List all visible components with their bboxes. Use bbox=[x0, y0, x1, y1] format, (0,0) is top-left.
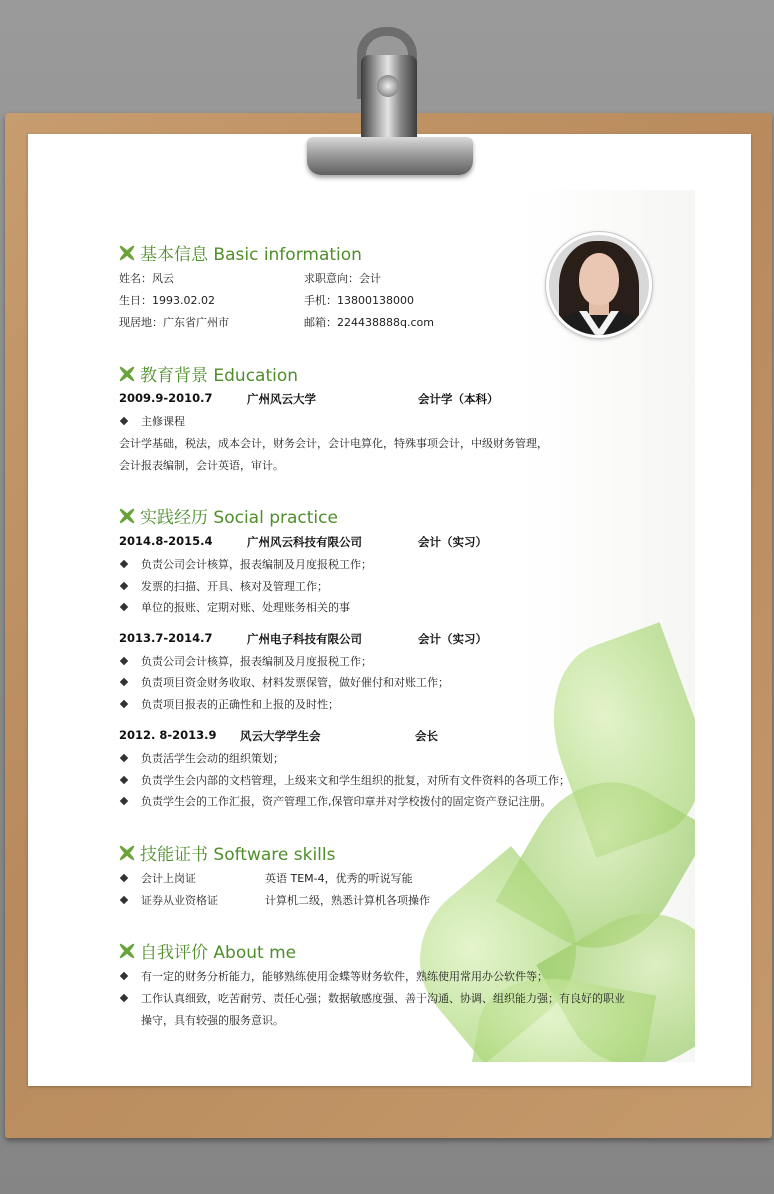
list-item-text: 单位的报账、定期对账、处理账务相关的事 bbox=[141, 601, 350, 614]
leaf-cross-icon bbox=[119, 245, 135, 261]
edu-period: 2009.9-2010.7 bbox=[119, 391, 213, 405]
list-item bbox=[119, 793, 552, 809]
list-item bbox=[119, 892, 218, 908]
job-org: 风云大学学生会 bbox=[240, 729, 321, 743]
job-period: 2012. 8-2013.9 bbox=[119, 728, 217, 742]
edu-courses-line1: 会计学基础，税法，成本会计，财务会计，会计电算化，特殊事项会计，中级财务管理， bbox=[119, 437, 548, 450]
job-org: 广州电子科技有限公司 bbox=[247, 632, 362, 646]
job-role: 会长 bbox=[415, 729, 438, 743]
edu-courses-line2: 会计报表编制，会计英语，审计。 bbox=[119, 459, 284, 472]
job-period: 2013.7-2014.7 bbox=[119, 631, 213, 645]
basic-birth: 生日：1993.02.02 bbox=[119, 294, 215, 307]
job-period: 2014.8-2015.4 bbox=[119, 534, 213, 548]
skill-right: 计算机二级，熟悉计算机各项操作 bbox=[265, 894, 430, 907]
diamond-bullet-icon bbox=[120, 994, 128, 1002]
list-item-text: 负责公司会计核算，报表编制及月度报税工作； bbox=[141, 655, 372, 668]
diamond-bullet-icon bbox=[120, 797, 128, 805]
diamond-bullet-icon bbox=[120, 560, 128, 568]
section-title-skills bbox=[119, 840, 335, 865]
list-item bbox=[119, 696, 339, 712]
basic-intent: 求职意向：会计 bbox=[304, 272, 381, 285]
diamond-bullet-icon bbox=[120, 657, 128, 665]
list-item-text: 负责项目报表的正确性和上报的及时性； bbox=[141, 698, 339, 711]
basic-email: 邮箱：224438888q.com bbox=[304, 316, 434, 329]
list-item-text: 负责项目资金财务收取、材料发票保管，做好催付和对账工作； bbox=[141, 676, 449, 689]
list-item bbox=[119, 772, 570, 788]
section-title-text: 技能证书 Software skills bbox=[140, 845, 336, 865]
edu-major: 会计学（本科） bbox=[418, 392, 499, 406]
list-item-text: 有一定的财务分析能力，能够熟练使用金蝶等财务软件，熟练使用常用办公软件等； bbox=[141, 970, 548, 983]
leaf-cross-icon bbox=[119, 366, 135, 382]
basic-address: 现居地：广东省广州市 bbox=[119, 316, 229, 329]
skill-right: 英语 TEM-4，优秀的听说写能 bbox=[265, 872, 413, 885]
diamond-bullet-icon bbox=[120, 678, 128, 686]
section-title-text: 基本信息 Basic information bbox=[140, 245, 362, 265]
diamond-bullet-icon bbox=[120, 417, 128, 425]
binder-clip-icon bbox=[305, 25, 475, 180]
section-title-text: 实践经历 Social practice bbox=[140, 508, 338, 528]
list-item bbox=[119, 578, 328, 594]
edu-school: 广州风云大学 bbox=[247, 392, 316, 406]
section-title-text: 教育背景 Education bbox=[140, 366, 299, 386]
list-item-text: 证券从业资格证 bbox=[141, 894, 218, 907]
list-item-text: 负责学生会内部的文档管理，上级来文和学生组织的批复，对所有文件资料的各项工作； bbox=[141, 774, 570, 787]
list-item bbox=[119, 750, 284, 766]
basic-name: 姓名：风云 bbox=[119, 272, 174, 285]
job-role: 会计（实习） bbox=[418, 632, 487, 646]
list-item-text: 主修课程 bbox=[141, 415, 185, 428]
diamond-bullet-icon bbox=[120, 754, 128, 762]
basic-phone: 手机：13800138000 bbox=[304, 294, 414, 307]
job-role: 会计（实习） bbox=[418, 535, 487, 549]
section-title-text: 自我评价 About me bbox=[140, 943, 297, 963]
section-title-practice bbox=[119, 503, 338, 528]
job-org: 广州风云科技有限公司 bbox=[247, 535, 362, 549]
section-title-basic bbox=[119, 240, 362, 265]
leaf-cross-icon bbox=[119, 845, 135, 861]
diamond-bullet-icon bbox=[120, 603, 128, 611]
list-item bbox=[119, 674, 449, 690]
list-item bbox=[119, 968, 548, 984]
leaf-cross-icon bbox=[119, 943, 135, 959]
diamond-bullet-icon bbox=[120, 700, 128, 708]
list-item-text: 工作认真细致，吃苦耐劳、责任心强；数据敏感度强、善于沟通、协调、组织能力强；有良好的职业 bbox=[141, 992, 625, 1005]
list-item-text: 负责学生会的工作汇报，资产管理工作,保管印章并对学校拨付的固定资产登记注册。 bbox=[141, 795, 552, 808]
list-item-text: 负责公司会计核算，报表编制及月度报税工作； bbox=[141, 558, 372, 571]
list-item bbox=[119, 413, 185, 429]
list-item bbox=[119, 599, 350, 615]
list-item bbox=[119, 556, 372, 572]
section-title-education bbox=[119, 361, 298, 386]
leaf-cross-icon bbox=[119, 508, 135, 524]
diamond-bullet-icon bbox=[120, 776, 128, 784]
section-title-about bbox=[119, 938, 296, 963]
list-item bbox=[119, 653, 372, 669]
list-item-text: 发票的扫描、开具、核对及管理工作； bbox=[141, 580, 328, 593]
list-item-text: 负责活学生会动的组织策划； bbox=[141, 752, 284, 765]
avatar bbox=[546, 232, 652, 338]
list-item-text: 会计上岗证 bbox=[141, 872, 196, 885]
list-item bbox=[119, 990, 625, 1006]
diamond-bullet-icon bbox=[120, 896, 128, 904]
diamond-bullet-icon bbox=[120, 874, 128, 882]
diamond-bullet-icon bbox=[120, 582, 128, 590]
diamond-bullet-icon bbox=[120, 972, 128, 980]
about-item2-line2: 操守，具有较强的服务意识。 bbox=[141, 1014, 284, 1027]
list-item bbox=[119, 870, 196, 886]
